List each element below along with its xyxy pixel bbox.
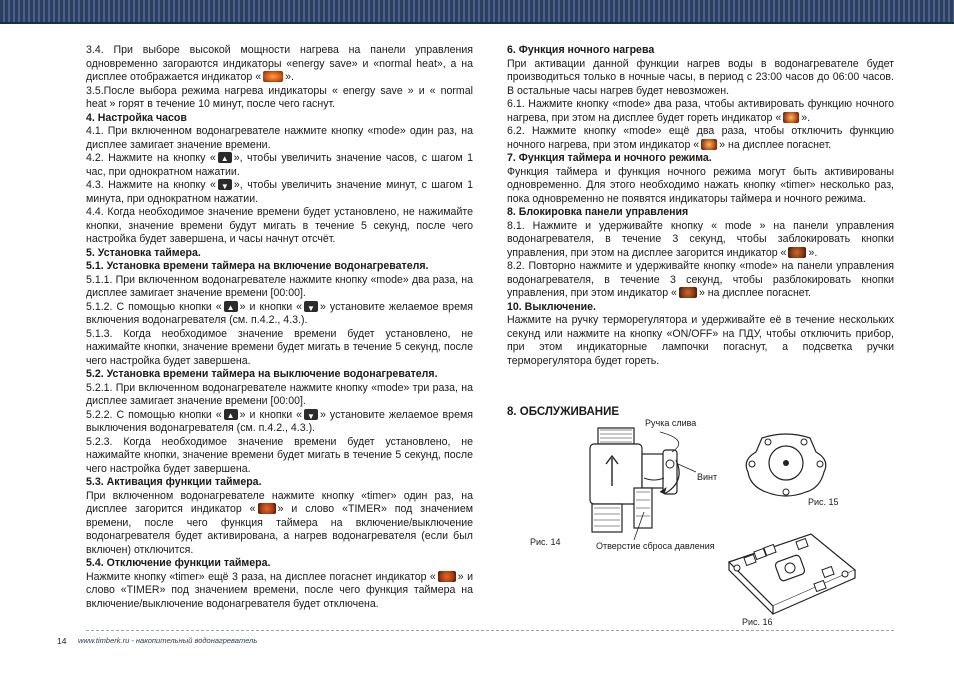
footer-divider bbox=[86, 630, 894, 631]
timer-indicator-icon bbox=[438, 571, 456, 582]
night-mode-indicator-icon bbox=[783, 112, 799, 123]
heading-timer-deactivation: 5.4. Отключение функции таймера. bbox=[86, 557, 271, 569]
right-column bbox=[507, 44, 894, 368]
timer-indicator-icon bbox=[258, 503, 276, 514]
paragraph-8-2: 8.2. Повторно нажмите и удерживайте кнопку «mode» на панели управления водонагревателя, в течение 3 секунд, чтобы разблокировать кнопки управления, при этом индикатор « » на дисплее погаснет. bbox=[507, 260, 894, 299]
paragraph-6-1: 6.1. Нажмите кнопку «mode» два раза, чтобы активировать функцию ночного нагрева, при этом на дисплее будет гореть индикатор « ». bbox=[507, 98, 894, 124]
paragraph-5-1-2: 5.1.2. С помощью кнопки «▲ » и кнопки «▼ » установите желаемое время включения водонагревателя (см. п.4.2., 4.3.). bbox=[86, 301, 473, 328]
paragraph-4-3: 4.3. Нажмите на кнопку «▼ », чтобы увеличить значение минут, с шагом 1 минута, при однократном нажатии. bbox=[86, 179, 473, 206]
paragraph-7: Функция таймера и функция ночного режима могут быть активированы одновременно. Для этого необходимо нажать кнопку «timer» несколько раз, пока одновременно не появятся индикаторы таймера и ночного режима. bbox=[507, 165, 894, 205]
paragraph-5-2-2: 5.2.2. С помощью кнопки «▲ » и кнопки «▼ » установите желаемое время выключения водонагревателя (см. п.4.2., 4.3.). bbox=[86, 409, 473, 436]
lock-indicator-icon bbox=[679, 287, 697, 298]
paragraph-6-2: 6.2. Нажмите кнопку «mode» ещё два раза, чтобы отключить функцию ночного нагрева, при этом индикатор « » на дисплее погаснет. bbox=[507, 125, 894, 151]
left-column bbox=[86, 44, 473, 611]
paragraph-4-2: 4.2. Нажмите на кнопку «▲ », чтобы увеличить значение часов, с шагом 1 час, при однократном нажатии. bbox=[86, 152, 473, 179]
paragraph-10: Нажмите на ручку терморегулятора и удерживайте её в течение нескольких секунд или нажмите на кнопку «ON/OFF» на ПДУ, чтобы отключить прибор, при этом индикаторные лампочки погаснут, а подсветка ручки терморегулятора будет гореть. bbox=[507, 314, 894, 367]
paragraph-6: При активации данной функции нагрев воды в водонагревателе будет производиться только в ночные часы, в период с 23:00 часов до 06:00 часов. В остальные часы нагрев будет невозможен. bbox=[507, 57, 894, 97]
up-arrow-icon bbox=[224, 301, 238, 312]
figure-16-label: Рис. 16 bbox=[742, 617, 773, 627]
up-arrow-icon bbox=[218, 152, 232, 163]
header-stripe-bar bbox=[0, 0, 954, 22]
down-arrow-icon bbox=[304, 301, 318, 312]
figure-14-label: Рис. 14 bbox=[530, 537, 561, 547]
label-pressure-outlet: Отверстие сброса давления bbox=[596, 541, 715, 551]
heading-timer-setup: 5. Установка таймера. bbox=[86, 246, 201, 259]
label-drain-handle: Ручка слива bbox=[645, 418, 697, 428]
heading-power-off: 10. Выключение. bbox=[507, 300, 596, 313]
heading-timer-night: 7. Функция таймера и ночного режима. bbox=[507, 152, 712, 164]
paragraph-5-3: При включенном водонагревателе нажмите кнопку «timer» один раз, на дисплее загорится индикатор « » и слово «TIMER» под значением времени, после чего функция таймера на включение/выключение водонагревателя будет активирована, а нагрев водонагревателя (если был включен) отключится. bbox=[86, 489, 474, 556]
lock-indicator-icon bbox=[788, 247, 806, 258]
paragraph-3-4: 3.4. При выборе высокой мощности нагрева на панели управления одновременно загораются индикаторы «energy save» и «normal heat», а на дисплее отображается индикатор « ». bbox=[86, 44, 473, 83]
down-arrow-icon bbox=[218, 179, 232, 190]
heading-timer-on: 5.1. Установка времени таймера на включение водонагревателя. bbox=[86, 260, 429, 272]
label-screw: Винт bbox=[697, 472, 718, 482]
paragraph-4-4: 4.4. Когда необходимое значение времени будет установлено, не нажимайте кнопки, значение времени будут мигать в течение 5 секунд, после чего настройка будет завершена, и часы начнут отсчёт. bbox=[86, 206, 473, 245]
heading-timer-off: 5.2. Установка времени таймера на выключение водонагревателя. bbox=[86, 368, 438, 380]
heading-clock-setup: 4. Настройка часов bbox=[86, 111, 187, 124]
section-maintenance-title: 8. ОБСЛУЖИВАНИЕ bbox=[507, 406, 620, 418]
page-number: 14 bbox=[57, 636, 67, 646]
power-indicator-icon bbox=[263, 71, 283, 82]
paragraph-5-2-3: 5.2.3. Когда необходимое значение времени будет установлено, не нажимайте кнопки, значение времени будет мигать в течение 5 секунд, после чего настройка будет завершена. bbox=[86, 435, 473, 475]
paragraph-5-1-1: 5.1.1. При включенном водонагревателе нажмите кнопку «mode» два раза, на дисплее замигает значение времени [00:00]. bbox=[86, 273, 473, 299]
header-divider bbox=[0, 22, 954, 24]
safety-valve-diagram bbox=[560, 420, 730, 550]
paragraph-4-1: 4.1. При включенном водонагревателе нажмите кнопку «mode» один раз, на дисплее замигает значение времени. bbox=[86, 125, 473, 151]
paragraph-8-1: 8.1. Нажмите и удерживайте кнопку « mode » на панели управления водонагревателя, в течение 3 секунд, чтобы заблокировать кнопки управления, при этом на дисплее загорится индикатор « ». bbox=[507, 219, 894, 259]
heading-panel-lock: 8. Блокировка панели управления bbox=[507, 206, 689, 218]
heading-night-heating: 6. Функция ночного нагрева bbox=[507, 44, 655, 56]
heading-timer-activation: 5.3. Активация функции таймера. bbox=[86, 476, 262, 488]
down-arrow-icon bbox=[304, 409, 318, 420]
paragraph-3-5: 3.5.После выбора режима нагрева индикаторы « energy save » и « normal heat » горят в течение 10 минут, после чего гаснут. bbox=[86, 84, 473, 110]
paragraph-5-4: Нажмите кнопку «timer» ещё 3 раза, на дисплее погаснет индикатор « » и слово «TIMER» под значением времени, после чего функция таймера на включение/выключение водонагревателя будет отключена. bbox=[86, 570, 473, 610]
control-board-diagram bbox=[715, 528, 865, 620]
figure-15-label: Рис. 15 bbox=[808, 497, 839, 507]
footer-website: www.timberk.ru - накопительный водонагреватель bbox=[78, 636, 258, 645]
paragraph-5-1-3: 5.1.3. Когда необходимое значение времени будет установлено, не нажимайте кнопки, значение времени будет мигать в течение 5 секунд, после чего настройка будет завершена. bbox=[86, 327, 473, 367]
night-mode-indicator-icon bbox=[701, 139, 717, 150]
paragraph-5-2-1: 5.2.1. При включенном водонагревателе нажмите кнопку «mode» три раза, на дисплее замигает значение времени [00:00]. bbox=[86, 381, 473, 407]
thermostat-plate-diagram bbox=[740, 430, 832, 500]
up-arrow-icon bbox=[224, 409, 238, 420]
